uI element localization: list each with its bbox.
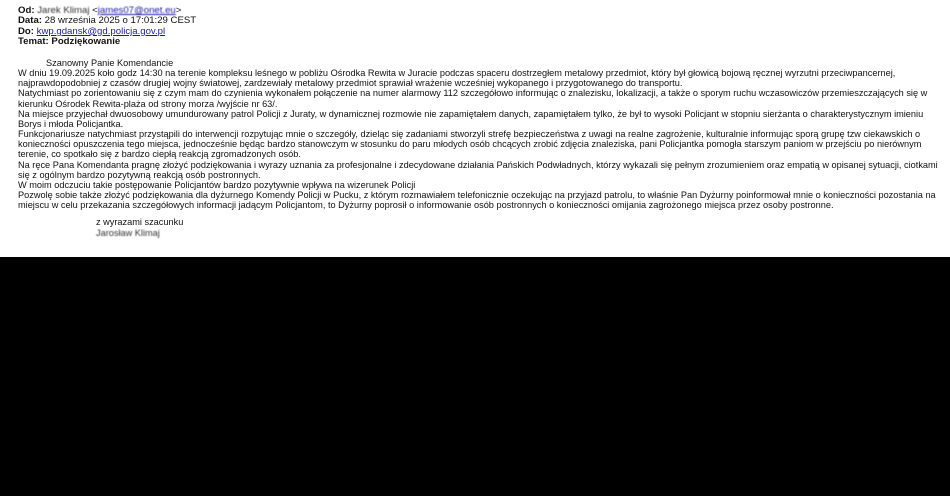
sender-email-link[interactable]: james07@onet.eu	[97, 5, 176, 16]
body-paragraph: W dniu 19.09.2025 koło godz 14:30 na terenie kompleksu leśnego w pobliżu Ośrodka Rewita w Juracie podczas spaceru dostrzegłem metalowy przedmiot, który był głowicą bojową ręcznej wyrzutni przeciwpancernej, najprawdopodobniej z czasów drugiej wojny światowej, zardzewiały metalowy przedmiot sprawiał wrażenie wcześniej wykopanego i przygotowanego do transportu.	[18, 68, 896, 89]
body-paragraph: Funkcjonariusze natychmiast przystąpili do interwencji rozpytując mnie o szczegóły, dzieląc się zadaniami stworzyli strefę bezpieczeństwa z uwagi na realne zagrożenie, kulturalnie informując sporą grupę tzw ciekawskich o konieczności opuszczenia tego miejsca, jednocześnie będąc bardzo stanowczym w stosunku do paru młodych osób chcących zrobić zdjęcia znaleziska, pani Policjantka pomogła starszym paniom w przejściu po nierównym terenie, co spotkało się z bardzo ciepłą reakcją zgromadzonych osób.	[18, 129, 922, 160]
body-paragraph: Na miejsce przyjechał dwuosobowy umundurowany patrol Policji z Juraty, w dynamicznej rozmowie nie zapamiętałem danych, zapamiętałem tylko, że był to wysoki Policjant w stopniu sierżanta o charakterystycznym imieniu Borys i młoda Policjantka.	[18, 108, 924, 129]
body-paragraph: Pozwolę sobie także złożyć podziękowania dla dyżurnego Komendy Policji w Pucku, z którym rozmawiałem telefonicznie oczekując na przyjazd patrolu, to właśnie Pan Dyżurny poinformował mnie o konieczności pozostania na miejscu w celu przekazania szczegółowych informacji jadącym Policjantom, to Dyżurny poprosił o informowanie osób postronnych o konieczności omijania zagrożonego miejsca przez osoby postronne.	[18, 190, 936, 211]
from-label: Od:	[18, 5, 35, 16]
sender-email-close: >	[175, 5, 182, 16]
to-label: Do:	[18, 25, 34, 37]
email-body	[18, 58, 938, 238]
body-paragraph: Natychmiast po zorientowaniu się z czym mam do czynienia wykonałem połączenie na numer alarmowy 112 szczegółowo informując o znalezisku, lokalizacji, a także o sporym ruchu wczasowiczów przemieszczających się w kierunku Ośrodek Rewita-plaża od strony morza /wyjście nr 63/.	[18, 88, 928, 109]
recipient-email-link[interactable]: kwp.gdansk@gd.policja.gov.pl	[36, 25, 166, 37]
date-label: Data:	[18, 15, 42, 27]
salutation: Szanowny Panie Komendancie	[46, 58, 174, 68]
subject-label: Temat:	[18, 36, 49, 48]
closing-line: z wyrazami szacunku	[96, 217, 184, 228]
sender-email-open: <	[92, 5, 98, 16]
body-paragraph: W moim odczuciu takie postępowanie Policjantów bardzo pozytywnie wpływa na wizerunek Policji	[18, 179, 416, 190]
sender-name: Jarek Klimaj	[37, 5, 90, 16]
subject-row	[18, 37, 196, 47]
subject-value: Podziękowanie	[51, 36, 121, 48]
signature: Jarosław Klimaj	[96, 227, 160, 238]
from-row	[18, 6, 196, 16]
email-headers	[18, 6, 196, 48]
body-paragraph: Na ręce Pana Komendanta pragnę złożyć podziękowania i wyrazy uznania za profesjonalne i zdecydowane działania Pańskich Podwładnych, którzy wykazali się pełnym zrozumieniem oraz empatią w opisanej sytuacji, ciotkami się z ogólnym bardzo pozytywną reakcją osób postronnych.	[18, 159, 938, 180]
date-value: 28 września 2025 o 17:01:29 CEST	[44, 15, 197, 27]
